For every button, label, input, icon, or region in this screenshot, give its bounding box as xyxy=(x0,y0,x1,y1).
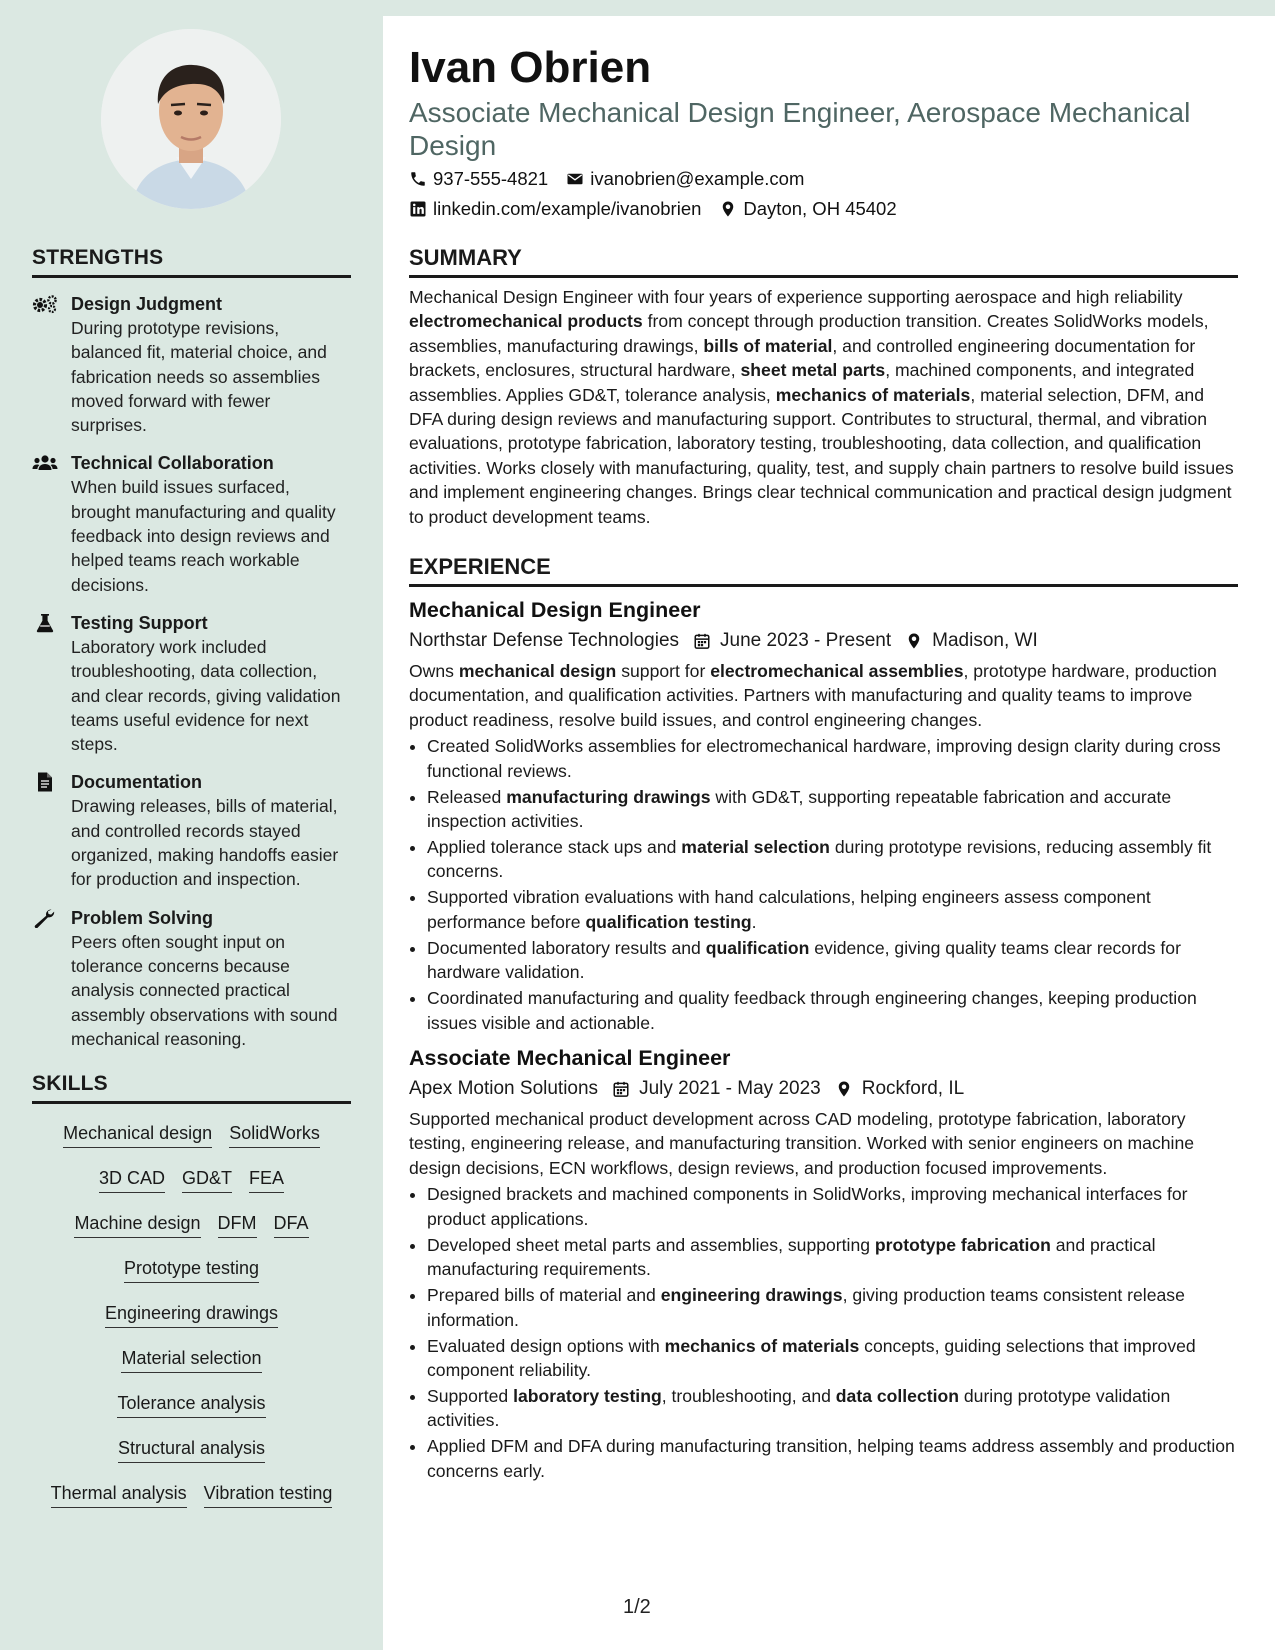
summary-section xyxy=(409,245,1238,529)
bullet-item: • Developed sheet metal parts and assemblies, supporting prototype fabrication and practical manufacturing requirements. xyxy=(427,1233,1238,1282)
calendar-icon xyxy=(612,1080,630,1098)
strength-title: Technical Collaboration xyxy=(71,453,274,474)
bullet-item: • Documented laboratory results and qualification evidence, giving quality teams clear records for hardware validation. xyxy=(427,936,1238,985)
job-location: Madison, WI xyxy=(932,630,1038,651)
sidebar xyxy=(0,0,383,1650)
skill-tag: DFM xyxy=(218,1212,257,1238)
strength-item xyxy=(32,292,351,437)
strengths-list xyxy=(32,292,351,1051)
linkedin[interactable] xyxy=(409,198,701,220)
job-title: Associate Mechanical Engineer xyxy=(409,1046,731,1071)
skill-tag: Machine design xyxy=(74,1212,200,1238)
skill-tag: Prototype testing xyxy=(124,1257,259,1283)
experience-heading: EXPERIENCE xyxy=(409,554,1238,587)
bullet-item: • Designed brackets and machined components in SolidWorks, improving mechanical interfaces for product applications. xyxy=(427,1182,1238,1231)
skill-tag: DFA xyxy=(274,1212,309,1238)
strength-item xyxy=(32,611,351,756)
candidate-name: Ivan Obrien xyxy=(409,43,652,92)
strength-title: Design Judgment xyxy=(71,294,223,314)
job-dates: June 2023 - Present xyxy=(720,630,892,651)
candidate-title: Associate Mechanical Design Engineer, Aerospace Mechanical Design xyxy=(409,97,1191,161)
location-text: Dayton, OH 45402 xyxy=(743,198,897,219)
strength-description: Drawing releases, bills of material, and controlled records stayed organized, making handoffs easier for production and inspection. xyxy=(71,796,339,890)
bullet-item: • Supported laboratory testing, troubleshooting, and data collection during prototype validation activities. xyxy=(427,1384,1238,1433)
jobs-list xyxy=(409,596,1238,1483)
map-pin-icon xyxy=(719,200,737,218)
bullet-item: • Evaluated design options with mechanics of materials concepts, guiding selections that improved component reliability. xyxy=(427,1334,1238,1383)
linkedin-icon xyxy=(409,200,427,218)
bullet-item: • Prepared bills of material and engineering drawings, giving production teams consistent release information. xyxy=(427,1283,1238,1332)
skill-tag: Engineering drawings xyxy=(105,1302,278,1328)
strength-title: Testing Support xyxy=(71,612,208,633)
calendar-icon xyxy=(693,632,711,650)
phone xyxy=(409,168,548,190)
skill-row xyxy=(32,1202,351,1247)
skill-row xyxy=(32,1337,351,1382)
job-company: Apex Motion Solutions xyxy=(409,1078,599,1100)
skill-row xyxy=(32,1472,351,1517)
summary-text: Mechanical Design Engineer with four years of experience supporting aerospace and high reliability electromechanical products from concept through production transition. Creates SolidWorks models, assemblies, manufacturing drawings, bills of material, and controlled engineering documentation for brackets, enclosures, structural hardware, sheet metal parts, machined components, and integrated assemblies. Applies GD&T, tolerance analysis, mechanics of materials, material selection, DFM, and DFA during design reviews and manufacturing support. Contributes to structural, thermal, and vibration evaluations, prototype fabrication, laboratory testing, troubleshooting, data collection, and qualification activities. Works closely with manufacturing, quality, test, and supply chain partners to resolve build issues and implement engineering changes. Brings clear technical communication and practical design judgment to product development teams. xyxy=(409,287,1234,527)
gears-icon xyxy=(32,294,58,314)
contact-row-2 xyxy=(409,198,897,220)
map-pin-icon xyxy=(905,631,923,651)
bullet-item: • Released manufacturing drawings with GD&T, supporting repeatable fabrication and accurate inspection activities. xyxy=(427,785,1238,834)
skill-tag: Material selection xyxy=(121,1347,261,1373)
strengths-section xyxy=(32,246,351,1051)
main-content xyxy=(383,16,1275,1650)
document-icon xyxy=(32,772,58,792)
skill-tag: 3D CAD xyxy=(99,1167,165,1193)
contact-row-1 xyxy=(409,168,804,190)
strength-item xyxy=(32,451,351,596)
skill-row xyxy=(32,1157,351,1202)
skill-tag: Tolerance analysis xyxy=(117,1392,265,1418)
skills-heading: SKILLS xyxy=(32,1072,351,1104)
bullet-item: • Applied DFM and DFA during manufacturing transition, helping teams address assembly and production concerns early. xyxy=(427,1434,1238,1483)
job-dates: July 2021 - May 2023 xyxy=(639,1078,821,1100)
strength-description: When build issues surfaced, brought manufacturing and quality feedback into design reviews and helped teams reach workable decisions. xyxy=(71,477,336,595)
skill-row xyxy=(32,1292,351,1337)
skills-section xyxy=(32,1072,351,1517)
phone-icon xyxy=(409,170,427,188)
job-meta xyxy=(409,627,1238,655)
job-meta xyxy=(409,1075,1238,1103)
skill-tag: GD&T xyxy=(182,1167,232,1193)
profile-photo xyxy=(101,29,281,209)
envelope-icon xyxy=(566,170,584,188)
strengths-heading: STRENGTHS xyxy=(32,246,351,278)
phone-text: 937-555-4821 xyxy=(433,168,549,189)
skills-list xyxy=(32,1112,351,1517)
job-bullets xyxy=(409,734,1238,1035)
strength-description: During prototype revisions, balanced fit, material choice, and fabrication needs so assemblies moved forward with fewer surprises. xyxy=(71,318,327,436)
strength-item xyxy=(32,906,351,1051)
location xyxy=(719,198,896,220)
map-pin-icon xyxy=(835,1079,853,1099)
skill-tag: Mechanical design xyxy=(63,1122,212,1148)
skill-tag: SolidWorks xyxy=(229,1122,320,1148)
email[interactable] xyxy=(566,168,804,190)
skill-row xyxy=(32,1112,351,1157)
strength-title: Documentation xyxy=(71,772,203,793)
strength-description: Laboratory work included troubleshooting, data collection, and clear records, giving validation teams useful evidence for next steps. xyxy=(71,636,341,755)
summary-heading: SUMMARY xyxy=(409,245,1238,278)
skill-row xyxy=(32,1247,351,1292)
job-title: Mechanical Design Engineer xyxy=(409,598,701,622)
skill-tag: Structural analysis xyxy=(118,1437,265,1463)
linkedin-text[interactable]: linkedin.com/example/ivanobrien xyxy=(433,198,702,219)
flask-icon xyxy=(32,613,58,633)
experience-section xyxy=(409,554,1238,1485)
strength-title: Problem Solving xyxy=(71,907,214,928)
job-entry xyxy=(409,596,1238,1035)
skill-tag: Thermal analysis xyxy=(51,1482,187,1508)
users-icon xyxy=(32,453,58,473)
page-number: 1/2 xyxy=(623,1596,651,1618)
strength-item xyxy=(32,770,351,891)
skill-tag: FEA xyxy=(249,1167,284,1193)
job-bullets xyxy=(409,1182,1238,1483)
strength-description: Peers often sought input on tolerance concerns because analysis connected practical assembly observations with sound mechanical reasoning. xyxy=(71,931,338,1049)
job-company: Northstar Defense Technologies xyxy=(409,630,680,651)
skill-row xyxy=(32,1382,351,1427)
bullet-item: • Applied tolerance stack ups and material selection during prototype revisions, reducing assembly fit concerns. xyxy=(427,835,1238,884)
skill-tag: Vibration testing xyxy=(204,1482,333,1508)
skill-row xyxy=(32,1427,351,1472)
job-location: Rockford, IL xyxy=(861,1078,965,1100)
email-text[interactable]: ivanobrien@example.com xyxy=(590,168,805,189)
wrench-icon xyxy=(32,908,58,928)
bullet-item: • Created SolidWorks assemblies for electromechanical hardware, improving design clarity during cross functional reviews. xyxy=(427,734,1238,783)
job-entry xyxy=(409,1044,1238,1483)
bullet-item: • Supported vibration evaluations with hand calculations, helping engineers assess component performance before qualification testing. xyxy=(427,885,1238,934)
bullet-item: • Coordinated manufacturing and quality feedback through engineering changes, keeping production issues visible and actionable. xyxy=(427,986,1238,1035)
job-intro: Supported mechanical product development across CAD modeling, prototype fabrication, laboratory testing, engineering release, and manufacturing transition. Worked with senior engineers on machine design decisions, ECN workflows, design reviews, and production focused improvements. xyxy=(409,1109,1195,1178)
job-intro: Owns mechanical design support for electromechanical assemblies, prototype hardware, production documentation, and qualification activities. Partners with manufacturing and quality teams to improve product readiness, resolve build issues, and control engineering changes. xyxy=(409,661,1217,730)
